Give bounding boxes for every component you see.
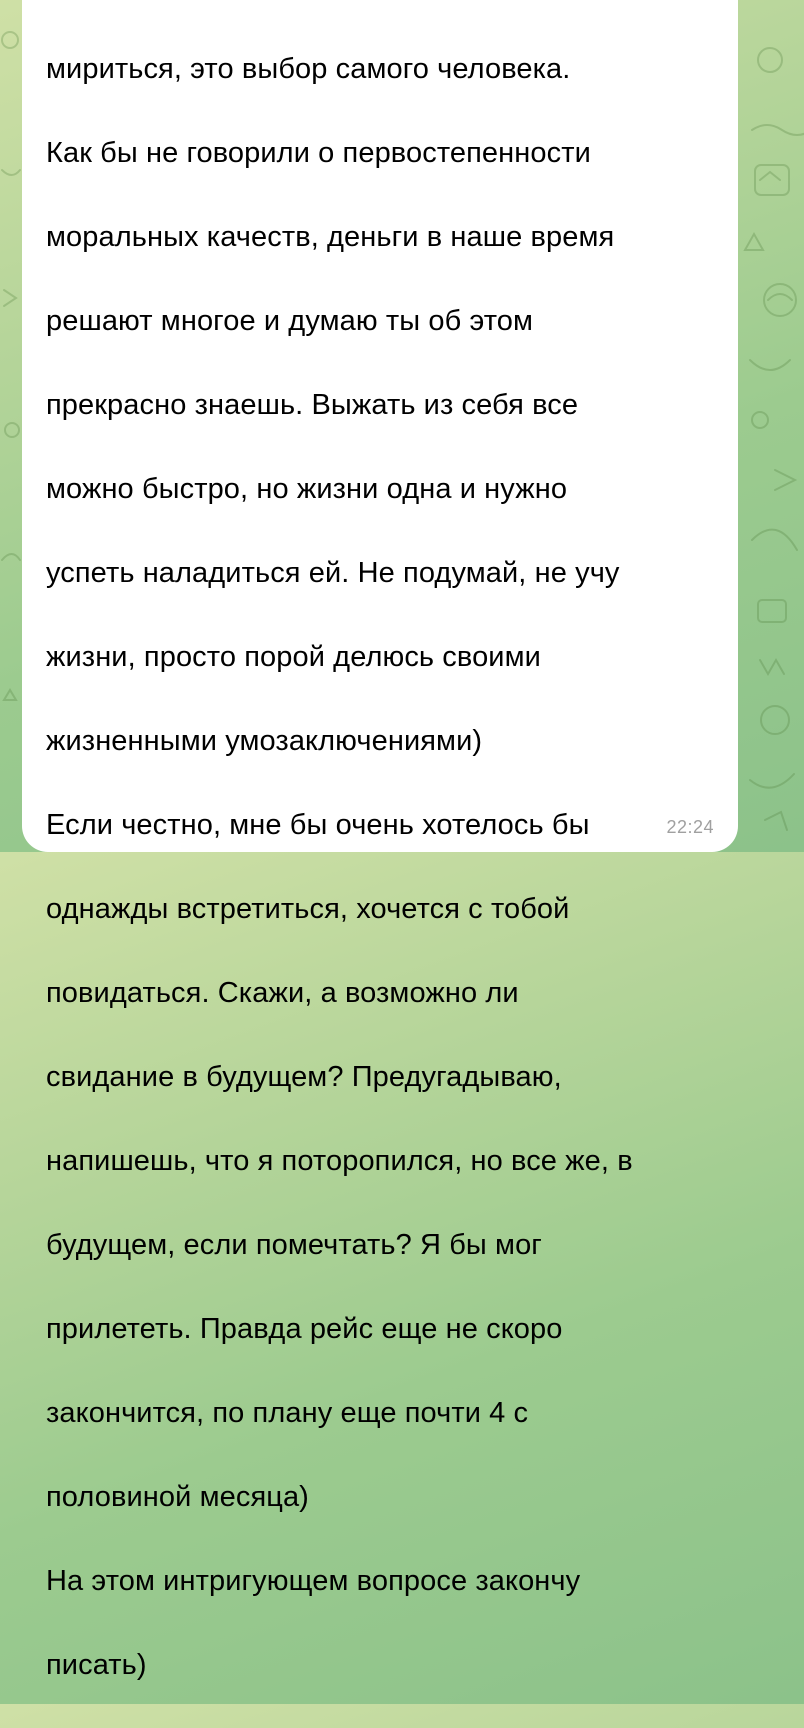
message-line: повидаться. Скажи, а возможно ли [46,977,519,1009]
message-timestamp: 22:24 [666,817,714,837]
message-line: моральных качеств, деньги в наше время [46,221,615,253]
message-line: жизненными умозаключениями) [46,725,483,757]
message-line: Как бы не говорили о первостепенности [46,137,591,169]
message-line: свидание в будущем? Предугадываю, [46,1061,562,1093]
message-line: решают многое и думаю ты об этом [46,305,534,337]
message-line: половиной месяца) [46,1481,309,1513]
message-line: напишешь, что я поторопился, но все же, в [46,1145,633,1177]
message-line: прекрасно знаешь. Выжать из себя все [46,389,579,421]
message-line: прилететь. Правда рейс еще не скоро [46,1313,563,1345]
message-line: будущем, если помечтать? Я бы мог [46,1229,542,1261]
message-line: закончится, по плану еще почти 4 с [46,1397,529,1429]
message-bubble[interactable] [22,0,738,1681]
message-text [46,6,706,1728]
message-line: мириться, это выбор самого человека. [46,53,571,85]
message-line: жизни, просто порой делюсь своими [46,641,541,673]
message-line: успеть наладиться ей. Не подумай, не учу [46,557,620,589]
message-line: можно быстро, но жизни одна и нужно [46,473,568,505]
message-line: На этом интригующем вопросе закончу [46,1565,581,1597]
message-line: Если честно, мне бы очень хотелось бы [46,809,590,841]
message-line: однажды встретиться, хочется с тобой [46,893,570,925]
message-line: писать) [46,1649,147,1681]
